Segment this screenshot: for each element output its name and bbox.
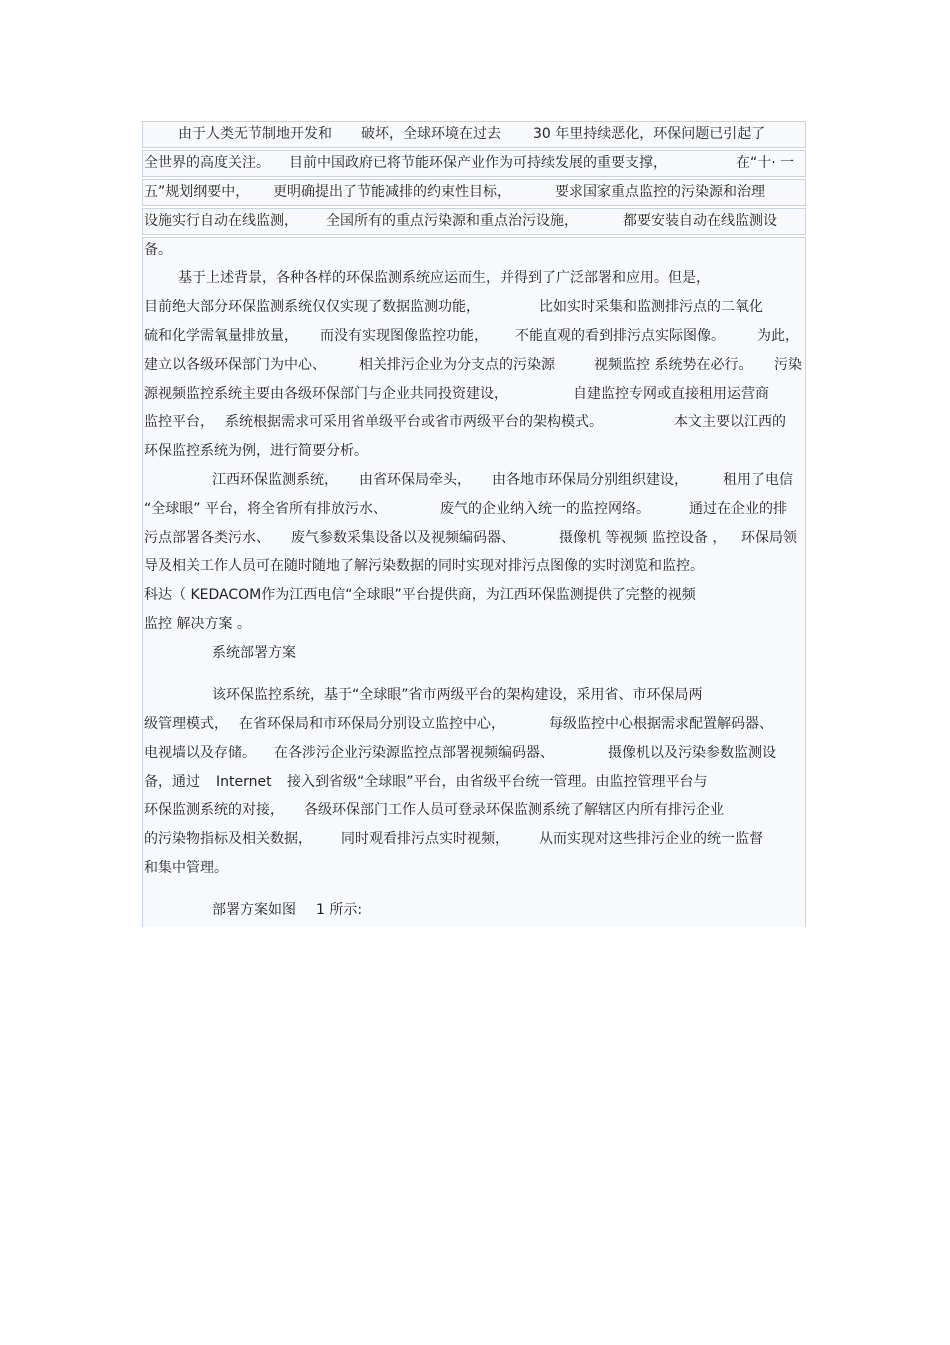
text-segment: 在省环保局和市环保局分别设立监控中心， — [239, 716, 505, 732]
text-segment: 基于上述背景，各种各样的环保监测系统应运而生，并得到了广泛部署和应用。但是， — [178, 270, 710, 286]
text-segment: 视频监控 系统势在必行。 — [594, 357, 753, 373]
text-segment: 备，通过 — [144, 774, 200, 790]
text-line-3 — [142, 179, 806, 206]
text-segment: 目前绝大部分环保监测系统仅仅实现了数据监测功能， — [144, 299, 480, 315]
text-segment: 建立以各级环保部门为中心、 — [144, 357, 326, 373]
text-segment: 从而实现对这些排污企业的统一监督 — [539, 831, 763, 847]
text-segment: 级管理模式， — [144, 716, 228, 732]
text-segment: 要求国家重点监控的污染源和治理 — [555, 184, 765, 200]
text-segment: 监控 解决方案 。 — [144, 616, 251, 632]
text-segment: 由省环保局牵头， — [359, 472, 471, 488]
text-segment: 监控平台， — [144, 414, 214, 430]
text-segment: 破坏，全球环境在过去 — [361, 126, 501, 142]
text-segment: 和集中管理。 — [144, 860, 228, 876]
text-line-2 — [142, 150, 806, 177]
text-segment: 在各涉污企业污染源监控点部署视频编码器、 — [274, 745, 554, 761]
text-segment: 自建监控专网或直接租用运营商 — [573, 386, 769, 402]
text-segment: 由各地市环保局分别组织建设， — [492, 472, 688, 488]
text-segment: 通过在企业的排 — [689, 501, 787, 517]
text-segment: 同时观看排污点实时视频， — [341, 831, 509, 847]
text-line-1 — [142, 121, 806, 148]
text-segment: 的污染物指标及相关数据， — [144, 831, 312, 847]
text-segment: 各级环保部门工作人员可登录环保监测系统了解辖区内所有排污企业 — [304, 802, 724, 818]
text-segment: 都要安装自动在线监测设 — [623, 213, 777, 229]
text-segment: 环保局领 — [741, 530, 797, 546]
text-segment: 租用了电信 — [723, 472, 793, 488]
shaded-paragraphs — [142, 237, 806, 927]
text-segment: 环保监控系统为例，进行简要分析。 — [144, 443, 368, 459]
text-segment: 系统根据需求可采用省单级平台或省市两级平台的架构模式。 — [225, 414, 603, 430]
text-segment: 污染 — [774, 357, 802, 373]
text-segment: 而没有实现图像监控功能， — [320, 328, 488, 344]
document-body — [142, 121, 806, 927]
text-segment: 相关排污企业为分支点的污染源 — [359, 357, 555, 373]
text-segment: 30 年里持续恶化，环保问题已引起了 — [533, 126, 766, 142]
text-segment: Internet — [216, 774, 272, 790]
text-segment: 1 所示: — [316, 902, 363, 918]
text-segment: 目前中国政府已将节能环保产业作为可持续发展的重要支撑， — [289, 155, 667, 171]
text-segment: 废气参数采集设备以及视频编码器、 — [291, 530, 515, 546]
text-segment: 摄像机 等视频 监控设备 ， — [559, 530, 727, 546]
text-segment: 污点部署各类污水、 — [144, 530, 270, 546]
text-segment: 在“十· 一 — [736, 155, 795, 171]
text-segment: 全世界的高度关注。 — [144, 155, 270, 171]
text-segment: 系统部署方案 — [212, 645, 296, 661]
text-segment: 备。 — [144, 242, 172, 258]
text-segment: 为此， — [757, 328, 799, 344]
text-segment: 五”规划纲要中， — [144, 184, 250, 200]
text-segment: 环保监测系统的对接， — [144, 802, 284, 818]
text-segment: 该环保监控系统，基于“全球眼”省市两级平台的架构建设，采用省、市环保局两 — [212, 687, 703, 703]
text-segment: 每级监控中心根据需求配置解码器、 — [549, 716, 773, 732]
text-segment: 由于人类无节制地开发和 — [178, 126, 332, 142]
text-line-4 — [142, 208, 806, 235]
boxed-paragraph — [142, 121, 806, 235]
text-segment: 全国所有的重点污染源和重点治污设施， — [326, 213, 578, 229]
text-segment: “全球眼” 平台，将全省所有排放污水、 — [144, 501, 387, 517]
text-segment: 更明确提出了节能减排的约束性目标， — [273, 184, 511, 200]
text-segment: 摄像机以及污染参数监测设 — [608, 745, 776, 761]
text-segment: 江西环保监测系统， — [212, 472, 338, 488]
text-segment: 硫和化学需氧量排放量， — [144, 328, 298, 344]
text-segment: 部署方案如图 — [212, 902, 296, 918]
text-segment: 废气的企业纳入统一的监控网络。 — [440, 501, 650, 517]
text-segment: 科达（ KEDACOM作为江西电信“全球眼”平台提供商，为江西环保监测提供了完整的视频 — [144, 587, 696, 603]
text-segment: 导及相关工作人员可在随时随地了解污染数据的同时实现对排污点图像的实时浏览和监控。 — [144, 558, 704, 574]
text-segment: 接入到省级“全球眼”平台，由省级平台统一管理。由监控管理平台与 — [287, 774, 708, 790]
text-segment: 比如实时采集和监测排污点的二氧化 — [539, 299, 763, 315]
text-segment: 本文主要以江西的 — [674, 414, 786, 430]
text-segment: 电视墙以及存储。 — [144, 745, 256, 761]
text-segment: 设施实行自动在线监测， — [144, 213, 298, 229]
text-segment: 不能直观的看到排污点实际图像。 — [515, 328, 725, 344]
text-segment: 源视频监控系统主要由各级环保部门与企业共同投资建设， — [144, 386, 508, 402]
